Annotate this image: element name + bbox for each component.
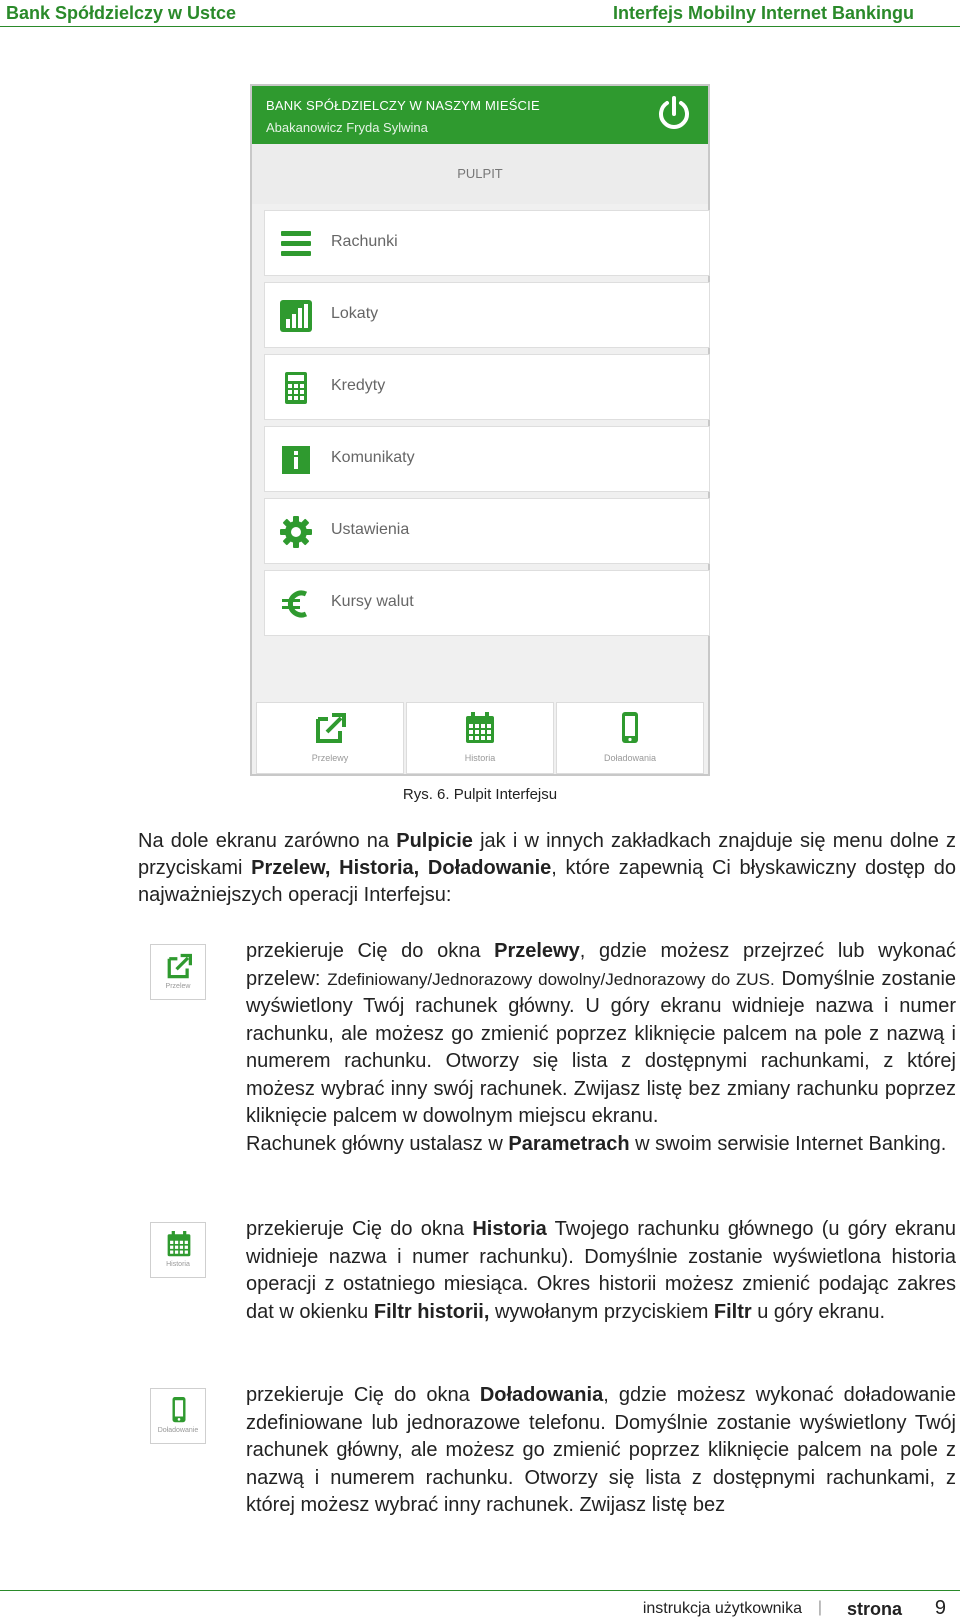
page-footer (0, 1590, 960, 1621)
dashboard-menu (264, 210, 710, 642)
przelew-button-preview (150, 944, 206, 1000)
figure-caption: Rys. 6. Pulpit Interfejsu (402, 786, 558, 803)
footer-page-number: 9 (934, 1597, 946, 1619)
transfer-icon (314, 711, 346, 745)
dashboard-screenshot (250, 84, 710, 776)
historia-button-preview (150, 1222, 206, 1278)
calculator-icon (279, 371, 313, 405)
calendar-icon (166, 1230, 192, 1258)
menu-item-label: Kredyty (331, 377, 386, 394)
menu-item-label: Ustawienia (331, 521, 410, 538)
menu-item-label: Komunikaty (331, 449, 415, 466)
app-top-bar (252, 86, 708, 144)
transfer-icon (166, 952, 192, 980)
doladowanie-button-preview (150, 1388, 206, 1444)
mini-label: Historia (166, 1261, 190, 1268)
doladowanie-description: przekieruje Cię do okna Doładowania, gdzie możesz wykonać doładowanie zdefiniowane lub jednorazowe telefonu. Domyślnie zostanie wyświetlony Twój rachunek główny, ale możesz go zmienić poprzez kliknięcie palcem na pole z nazwą i numerem rachunku. Otworzy się lista z dostępnymi rachunkami, z której możesz wybrać inny rachunek. Zwijasz listę bez (246, 1384, 956, 1516)
page-breadcrumb: PULPIT (252, 144, 708, 204)
menu-item-label: Kursy walut (331, 593, 414, 610)
tab-przelewy[interactable] (256, 702, 404, 774)
app-bank-name: BANK SPÓŁDZIELCZY W NASZYM MIEŚCIE (266, 98, 540, 113)
phone-icon (614, 711, 646, 745)
page-header (0, 0, 960, 27)
tab-label: Przelewy (311, 753, 349, 763)
power-icon[interactable] (654, 94, 694, 134)
calendar-icon (464, 711, 496, 745)
menu-item-rachunki[interactable] (264, 210, 710, 276)
menu-item-ustawienia[interactable] (264, 498, 710, 564)
app-user-name: Abakanowicz Fryda Sylwina (266, 120, 428, 135)
info-icon (279, 443, 313, 477)
header-document-title: Interfejs Mobilny Internet Bankingu (612, 3, 914, 23)
footer-separator: | (817, 1599, 822, 1616)
header-bank-name: Bank Spółdzielczy w Ustce (6, 3, 237, 23)
menu-item-lokaty[interactable] (264, 282, 710, 348)
tab-label: Historia (464, 753, 496, 763)
menu-item-komunikaty[interactable] (264, 426, 710, 492)
bar-chart-icon (279, 299, 313, 333)
przelew-description: przekieruje Cię do okna Przelewy, gdzie możesz przejrzeć lub wykonać przelew: Zdefiniowany/Jednorazowy dowolny/Jednorazowy do ZUS. Domyślnie zostanie wyświetlony Twój rachunek główny. U góry ekranu widnieje nazwa i numer rachunku, ale możesz go zmienić poprzez kliknięcie palcem na pole z nazwą i numerem rachunku. Otworzy się lista z dostępnymi rachunkami, z której możesz wybrać inny swój rachunek. Zwijasz listę bez zmiany rachunku poprzez kliknięcie palcem w dowolnym miejscu ekranu. Rachunek główny ustalasz w Parametrach w swoim serwisie Internet Banking. (246, 940, 957, 1155)
mini-label: Przelew (165, 983, 191, 990)
menu-item-label: Rachunki (331, 233, 398, 250)
tab-doladowania[interactable] (556, 702, 704, 774)
footer-page-word: strona (846, 1599, 902, 1619)
bottom-tab-bar (256, 702, 704, 774)
historia-description: przekieruje Cię do okna Historia Twojego rachunku głównego (u góry ekranu widnieje nazwa i numer rachunku). Domyślnie zostanie wyświetlona historia operacji z ostatniego miesiąca. Okres historii możesz zmienić podając zakres dat w okienku Filtr historii, wywołanym przyciskiem Filtr u góry ekranu. (246, 1218, 956, 1323)
gear-icon (279, 515, 313, 549)
menu-item-label: Lokaty (331, 305, 379, 322)
menu-item-kursy-walut[interactable] (264, 570, 710, 636)
footer-label: instrukcja użytkownika (642, 1600, 802, 1617)
phone-icon (166, 1396, 192, 1424)
menu-item-kredyty[interactable] (264, 354, 710, 420)
mini-label: Doładowanie (157, 1427, 199, 1434)
tab-label: Doładowania (603, 753, 657, 763)
list-icon (279, 227, 313, 261)
euro-icon (279, 587, 313, 621)
intro-paragraph: Na dole ekranu zarówno na Pulpicie jak i w innych zakładkach znajduje się menu dolne z przyciskami Przelew, Historia, Doładowanie, które zapewnią Ci błyskawiczny dostęp do najważniejszych operacji Interfejsu: (138, 830, 956, 906)
tab-historia[interactable] (406, 702, 554, 774)
